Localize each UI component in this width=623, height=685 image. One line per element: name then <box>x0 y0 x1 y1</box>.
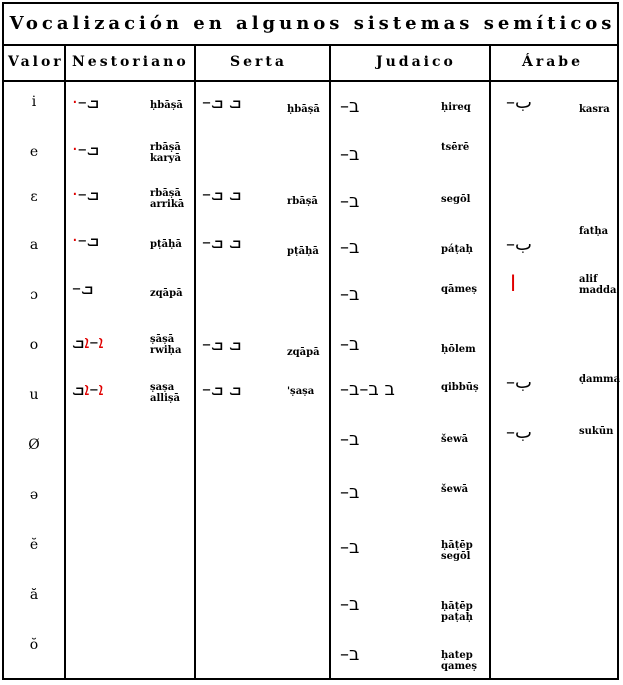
serta-label: 'ṣaṣa <box>287 386 315 397</box>
arabe-glyph: ا <box>510 272 517 297</box>
nestoriano-glyph: ܐ–ܐܒ <box>72 379 104 400</box>
valor-cell: ɛ <box>30 189 38 205</box>
judaico-label: ḥireq <box>441 102 471 113</box>
judaico-glyph: –ב <box>340 191 360 212</box>
nestoriano-label: rbāṣā arrikā <box>150 188 185 210</box>
arabe-glyph: –ب <box>506 92 532 113</box>
judaico-label: qibbūṣ <box>441 382 479 393</box>
serta-glyph: – ܒ ܒ <box>202 379 242 400</box>
nestoriano-label: pṭāḥā <box>150 239 182 250</box>
judaico-glyph: –ב <box>340 334 360 355</box>
title-divider <box>4 44 619 46</box>
nestoriano-glyph: ·–ܒ <box>72 92 100 113</box>
judaico-label: šewā <box>441 434 469 445</box>
judaico-glyph: –ב <box>340 96 360 117</box>
nestoriano-label: ṣaṣa alliṣā <box>150 382 180 404</box>
judaico-label: tsērē <box>441 142 470 153</box>
valor-cell: ă <box>29 587 39 603</box>
judaico-glyph: –ב <box>340 144 360 165</box>
nestoriano-label: rbāṣā karyā <box>150 142 181 164</box>
arabe-label: sukūn <box>579 426 614 437</box>
judaico-glyph: –ב <box>340 482 360 503</box>
serta-glyph: – ܒ ܒ <box>202 232 242 253</box>
valor-cell: ŏ <box>29 637 39 653</box>
judaico-label: segōl <box>441 194 471 205</box>
judaico-label: qāmeṣ <box>441 284 478 295</box>
serta-label: rbāṣā <box>287 196 318 207</box>
nestoriano-glyph: ·–ܒ <box>72 139 100 160</box>
serta-label: ḥbāṣā <box>287 104 320 115</box>
nestoriano-label: zqāpā <box>150 288 183 299</box>
valor-cell: ɔ <box>30 287 38 303</box>
judaico-glyph: –ב <box>340 284 360 305</box>
judaico-glyph: –ב <box>340 644 360 665</box>
nestoriano-glyph: ·–ܒ <box>72 184 100 205</box>
valor-cell: ĕ <box>29 537 39 553</box>
judaico-label: páṭaḥ <box>441 244 473 255</box>
serta-label: pṭāḥā <box>287 246 319 257</box>
arabe-label: kasra <box>579 104 610 115</box>
judaico-glyph: –ב <box>340 594 360 615</box>
header-serta: Serta <box>230 54 287 70</box>
valor-cell: e <box>29 144 39 160</box>
valor-cell: Ø <box>28 437 40 453</box>
nestoriano-label: ṣāṣā rwiḥa <box>150 334 182 356</box>
column-divider <box>64 44 66 680</box>
nestoriano-glyph: ܐ–ܐܒ <box>72 332 104 353</box>
valor-cell: ə <box>29 487 39 503</box>
header-arabe: Árabe <box>522 54 584 70</box>
nestoriano-glyph: –ܒ <box>72 278 94 299</box>
serta-glyph: – ܒ ܒ <box>202 92 242 113</box>
vocalization-table <box>2 2 619 680</box>
serta-label: zqāpā <box>287 347 320 358</box>
judaico-label: ḥatep qameṣ <box>441 650 478 672</box>
judaico-glyph: – ב ב–ב <box>340 379 395 400</box>
arabe-glyph: –ب <box>506 372 532 393</box>
arabe-label: ḍamma <box>579 374 621 385</box>
serta-glyph: – ܒ ܒ <box>202 184 242 205</box>
arabe-glyph: –ب <box>506 422 532 443</box>
judaico-label: ḥōlem <box>441 344 476 355</box>
valor-cell: i <box>31 94 37 110</box>
judaico-label: ḥāṭēp segōl <box>441 540 473 562</box>
judaico-glyph: –ב <box>340 537 360 558</box>
header-nestoriano: Nestoriano <box>72 54 189 70</box>
judaico-label: ḥāṭēp paṭaḥ <box>441 601 473 623</box>
header-judaico: Judaico <box>376 54 456 70</box>
nestoriano-glyph: ·–ܒ <box>72 230 100 251</box>
column-divider <box>489 44 491 680</box>
judaico-label: šewā <box>441 484 469 495</box>
arabe-label: fatḥa <box>579 226 609 237</box>
header-valor: Valor <box>8 54 64 70</box>
arabe-label: alif madda <box>579 274 617 296</box>
arabe-glyph: –ب <box>506 234 532 255</box>
judaico-glyph: –ב <box>340 237 360 258</box>
column-divider <box>194 44 196 680</box>
nestoriano-label: ḥbāṣā <box>150 100 183 111</box>
valor-cell: o <box>29 337 39 353</box>
serta-glyph: – ܒ ܒ <box>202 334 242 355</box>
table-title: Vocalización en algunos sistemas semíticos <box>9 13 616 34</box>
valor-cell: a <box>29 237 39 253</box>
header-divider <box>4 80 619 82</box>
column-divider <box>329 44 331 680</box>
valor-cell: u <box>29 387 39 403</box>
judaico-glyph: –ב <box>340 429 360 450</box>
